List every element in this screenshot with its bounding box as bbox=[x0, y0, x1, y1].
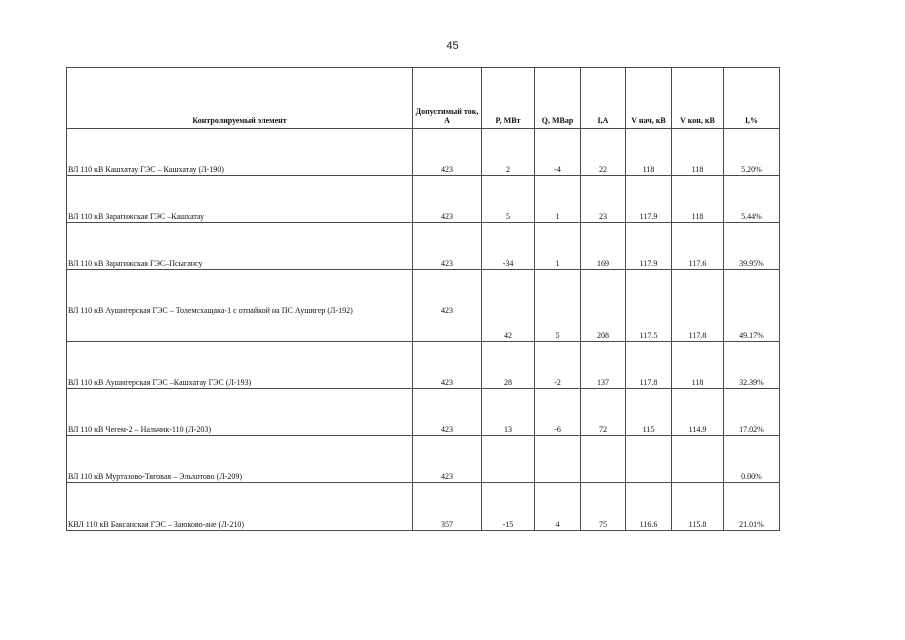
cell-load-percent: 32.39% bbox=[724, 342, 780, 389]
table-row bbox=[67, 342, 780, 389]
cell-load-percent: 5.20% bbox=[724, 129, 780, 176]
cell-voltage-end: 117.8 bbox=[672, 270, 724, 342]
table-header-row bbox=[67, 68, 780, 129]
cell-load-percent: 5.44% bbox=[724, 176, 780, 223]
cell-active-power: 13 bbox=[482, 389, 535, 436]
cell-element: ВЛ 110 кВ Зарагижская ГЭС –Кашхатау bbox=[67, 176, 413, 223]
table-row bbox=[67, 176, 780, 223]
cell-element: ВЛ 110 кВ Аушигерская ГЭС – Толемсхащака-1 с отпайкой на ПС Аушигер (Л-192) bbox=[67, 270, 413, 342]
cell-reactive-power: -4 bbox=[535, 129, 581, 176]
cell-load-percent: 21.01% bbox=[724, 483, 780, 531]
load-flow-table bbox=[66, 67, 780, 531]
cell-active-power: 28 bbox=[482, 342, 535, 389]
cell-voltage-start bbox=[626, 436, 672, 483]
header-active-power: P, МВт bbox=[482, 68, 535, 129]
header-voltage-start: V нач, кВ bbox=[626, 68, 672, 129]
cell-voltage-start: 116.6 bbox=[626, 483, 672, 531]
cell-allowed-current: 423 bbox=[413, 129, 482, 176]
cell-element: ВЛ 110 кВ Чегем-2 – Нальчик-110 (Л-203) bbox=[67, 389, 413, 436]
cell-voltage-start: 117.5 bbox=[626, 270, 672, 342]
page-number: 45 bbox=[446, 40, 459, 52]
header-controlled-element: Контролируемый элемент bbox=[67, 68, 413, 129]
cell-allowed-current: 423 bbox=[413, 176, 482, 223]
cell-element: ВЛ 110 кВ Кашхатау ГЭС – Кашхатау (Л-190) bbox=[67, 129, 413, 176]
table-row bbox=[67, 223, 780, 270]
header-reactive-power: Q, МВар bbox=[535, 68, 581, 129]
cell-current: 169 bbox=[581, 223, 626, 270]
cell-active-power: -34 bbox=[482, 223, 535, 270]
table-row bbox=[67, 270, 780, 342]
cell-reactive-power: 4 bbox=[535, 483, 581, 531]
table-row bbox=[67, 129, 780, 176]
cell-load-percent: 0.00% bbox=[724, 436, 780, 483]
cell-reactive-power: -2 bbox=[535, 342, 581, 389]
cell-voltage-start: 118 bbox=[626, 129, 672, 176]
cell-reactive-power: 5 bbox=[535, 270, 581, 342]
cell-element: КВЛ 110 кВ Баксанская ГЭС – Заюково-ане (Л-210) bbox=[67, 483, 413, 531]
header-current: I,А bbox=[581, 68, 626, 129]
cell-current bbox=[581, 436, 626, 483]
cell-allowed-current: 423 bbox=[413, 342, 482, 389]
cell-reactive-power: -6 bbox=[535, 389, 581, 436]
cell-active-power: 2 bbox=[482, 129, 535, 176]
cell-voltage-start: 117.9 bbox=[626, 176, 672, 223]
cell-allowed-current: 423 bbox=[413, 389, 482, 436]
cell-allowed-current: 423 bbox=[413, 223, 482, 270]
cell-current: 137 bbox=[581, 342, 626, 389]
cell-voltage-end: 115.8 bbox=[672, 483, 724, 531]
cell-load-percent: 49.17% bbox=[724, 270, 780, 342]
cell-reactive-power bbox=[535, 436, 581, 483]
cell-current: 23 bbox=[581, 176, 626, 223]
cell-element: ВЛ 110 кВ Муртазово-Тяговая – Эльхотово (Л-209) bbox=[67, 436, 413, 483]
cell-voltage-end bbox=[672, 436, 724, 483]
table-row bbox=[67, 483, 780, 531]
cell-voltage-end: 118 bbox=[672, 342, 724, 389]
cell-active-power: -15 bbox=[482, 483, 535, 531]
cell-voltage-end: 114.9 bbox=[672, 389, 724, 436]
cell-active-power: 5 bbox=[482, 176, 535, 223]
cell-voltage-end: 117.6 bbox=[672, 223, 724, 270]
cell-reactive-power: 1 bbox=[535, 223, 581, 270]
cell-element: ВЛ 110 кВ Зарагижская ГЭС–Псыгансу bbox=[67, 223, 413, 270]
cell-allowed-current: 357 bbox=[413, 483, 482, 531]
cell-voltage-end: 118 bbox=[672, 129, 724, 176]
cell-voltage-end: 118 bbox=[672, 176, 724, 223]
cell-load-percent: 39.95% bbox=[724, 223, 780, 270]
cell-reactive-power: 1 bbox=[535, 176, 581, 223]
cell-active-power: 42 bbox=[482, 270, 535, 342]
cell-element: ВЛ 110 кВ Аушигерская ГЭС –Кашхатау ГЭС (Л-193) bbox=[67, 342, 413, 389]
cell-current: 208 bbox=[581, 270, 626, 342]
cell-current: 75 bbox=[581, 483, 626, 531]
cell-allowed-current: 423 bbox=[413, 436, 482, 483]
cell-voltage-start: 115 bbox=[626, 389, 672, 436]
cell-current: 22 bbox=[581, 129, 626, 176]
cell-current: 72 bbox=[581, 389, 626, 436]
header-voltage-end: V кон, кВ bbox=[672, 68, 724, 129]
cell-voltage-start: 117.8 bbox=[626, 342, 672, 389]
cell-active-power bbox=[482, 436, 535, 483]
header-allowed-current: Допустимый ток, А bbox=[413, 68, 482, 129]
cell-voltage-start: 117.9 bbox=[626, 223, 672, 270]
table-row bbox=[67, 436, 780, 483]
table-row bbox=[67, 389, 780, 436]
cell-allowed-current: 423 bbox=[413, 270, 482, 342]
header-load-percent: I,% bbox=[724, 68, 780, 129]
cell-load-percent: 17.02% bbox=[724, 389, 780, 436]
